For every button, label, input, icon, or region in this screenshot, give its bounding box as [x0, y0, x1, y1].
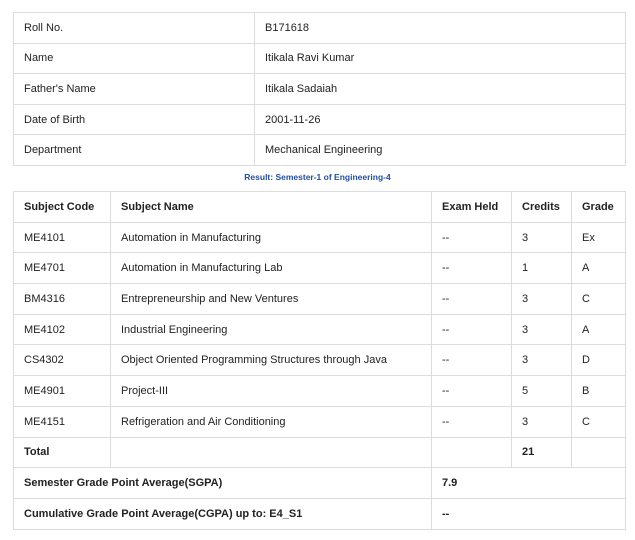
sgpa-value: 7.9	[432, 468, 626, 499]
header-credits: Credits	[512, 192, 572, 223]
subject-code: CS4302	[14, 345, 111, 376]
student-info-table	[13, 12, 626, 166]
cgpa-row	[14, 498, 626, 529]
subject-name: Object Oriented Programming Structures through Java	[111, 345, 432, 376]
subject-name: Automation in Manufacturing Lab	[111, 253, 432, 284]
info-value: Mechanical Engineering	[255, 135, 626, 166]
grade: B	[572, 376, 626, 407]
header-subject-code: Subject Code	[14, 192, 111, 223]
info-row-dob	[14, 104, 626, 135]
table-row	[14, 222, 626, 253]
info-label: Roll No.	[14, 13, 255, 44]
result-title: Result: Semester-1 of Engineering-4	[244, 172, 391, 182]
subject-code: ME4701	[14, 253, 111, 284]
info-value: Itikala Sadaiah	[255, 74, 626, 105]
subject-name: Industrial Engineering	[111, 314, 432, 345]
info-label: Date of Birth	[14, 104, 255, 135]
exam-held: --	[432, 345, 512, 376]
info-row-name	[14, 43, 626, 74]
info-row-department	[14, 135, 626, 166]
sgpa-label: Semester Grade Point Average(SGPA)	[14, 468, 432, 499]
table-row	[14, 284, 626, 315]
total-empty	[572, 437, 626, 468]
grade: C	[572, 284, 626, 315]
info-row-father	[14, 74, 626, 105]
credits: 3	[512, 222, 572, 253]
header-exam-held: Exam Held	[432, 192, 512, 223]
subject-code: ME4102	[14, 314, 111, 345]
subject-name: Project-III	[111, 376, 432, 407]
subject-code: ME4901	[14, 376, 111, 407]
result-header-row	[14, 192, 626, 223]
exam-held: --	[432, 284, 512, 315]
sgpa-row	[14, 468, 626, 499]
subject-code: ME4101	[14, 222, 111, 253]
grade: C	[572, 406, 626, 437]
info-label: Department	[14, 135, 255, 166]
credits: 3	[512, 284, 572, 315]
table-row	[14, 314, 626, 345]
total-row	[14, 437, 626, 468]
table-row	[14, 345, 626, 376]
info-value: Itikala Ravi Kumar	[255, 43, 626, 74]
total-empty	[111, 437, 432, 468]
credits: 3	[512, 345, 572, 376]
grade: A	[572, 314, 626, 345]
total-credits: 21	[512, 437, 572, 468]
info-label: Name	[14, 43, 255, 74]
cgpa-label: Cumulative Grade Point Average(CGPA) up to: E4_S1	[14, 498, 432, 529]
header-grade: Grade	[572, 192, 626, 223]
subject-name: Entrepreneurship and New Ventures	[111, 284, 432, 315]
exam-held: --	[432, 406, 512, 437]
credits: 3	[512, 314, 572, 345]
table-row	[14, 376, 626, 407]
total-empty	[432, 437, 512, 468]
header-subject-name: Subject Name	[111, 192, 432, 223]
exam-held: --	[432, 253, 512, 284]
credits: 5	[512, 376, 572, 407]
subject-code: BM4316	[14, 284, 111, 315]
info-value: B171618	[255, 13, 626, 44]
grade: Ex	[572, 222, 626, 253]
credits: 3	[512, 406, 572, 437]
exam-held: --	[432, 222, 512, 253]
total-label: Total	[14, 437, 111, 468]
cgpa-value: --	[432, 498, 626, 529]
exam-held: --	[432, 376, 512, 407]
credits: 1	[512, 253, 572, 284]
grade: A	[572, 253, 626, 284]
table-row	[14, 406, 626, 437]
subject-code: ME4151	[14, 406, 111, 437]
info-value: 2001-11-26	[255, 104, 626, 135]
exam-held: --	[432, 314, 512, 345]
info-row-roll	[14, 13, 626, 44]
result-table	[13, 191, 626, 530]
grade: D	[572, 345, 626, 376]
subject-name: Automation in Manufacturing	[111, 222, 432, 253]
table-row	[14, 253, 626, 284]
info-label: Father's Name	[14, 74, 255, 105]
subject-name: Refrigeration and Air Conditioning	[111, 406, 432, 437]
